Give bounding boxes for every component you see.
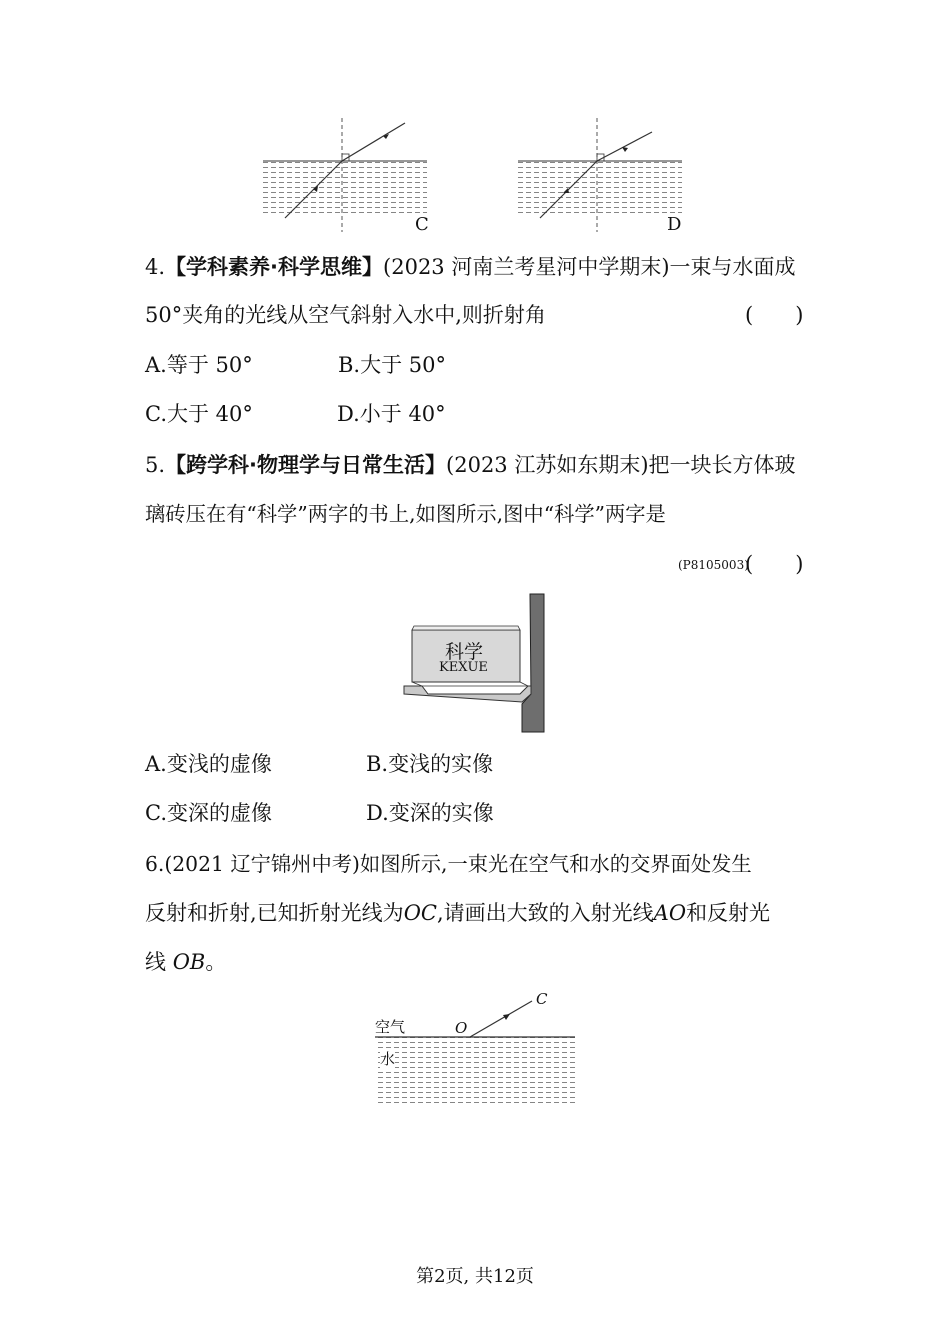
q5-option-c: C.变深的虚像 — [145, 801, 272, 825]
q6-ob: OB — [172, 950, 206, 974]
q5-option-a: A.变浅的虚像 — [145, 752, 272, 776]
q6-ao: AO — [653, 901, 687, 925]
q4-option-c: C.大于 40° — [145, 402, 253, 426]
q4-option-b: B.大于 50° — [338, 353, 447, 377]
q6-line3b: 。 — [205, 950, 227, 974]
q4-line1 — [145, 253, 796, 281]
figure-c — [255, 110, 435, 240]
q6-oc: OC — [403, 901, 437, 925]
air-water-figure — [370, 985, 580, 1110]
q5-line1 — [145, 451, 796, 479]
q4-answer-paren: ( ) — [745, 303, 804, 327]
q6-line3a: 线 — [145, 950, 173, 974]
q6-line2a: 反射和折射,已知折射光线为 — [145, 901, 404, 925]
q4-option-a: A.等于 50° — [145, 353, 253, 377]
q5-code: (P8105003) — [678, 558, 749, 572]
q6-line2c: 和反射光 — [686, 901, 771, 925]
label-d: D — [667, 214, 682, 235]
q6-line2b: ,请画出大致的入射光线 — [436, 901, 654, 925]
air-water-diagram — [370, 985, 580, 1110]
q5-option-b: B.变浅的实像 — [366, 752, 494, 776]
q5-option-d: D.变深的实像 — [366, 801, 494, 825]
q6-line2 — [145, 899, 770, 927]
label-water: 水 — [380, 1050, 396, 1068]
q5-answer-paren: ( ) — [745, 552, 804, 576]
q5-tag: 【跨学科·物理学与日常生活】 — [165, 453, 447, 477]
q6-line1: 6.(2021 辽宁锦州中考)如图所示,一束光在空气和水的交界面处发生 — [145, 852, 752, 876]
glass-word-en: KEXUE — [439, 660, 488, 675]
page-footer: 第2页, 共12页 — [416, 1266, 534, 1287]
glass-word-cn: 科学 — [445, 641, 484, 663]
q4-option-d: D.小于 40° — [337, 402, 446, 426]
label-point-o: O — [455, 1019, 468, 1037]
label-point-c: C — [536, 990, 548, 1008]
q6-line3 — [145, 948, 226, 976]
q4-number: 4. — [145, 255, 166, 279]
q5-source: (2023 江苏如东期末) — [446, 453, 649, 477]
q5-line2: 璃砖压在有“科学”两字的书上,如图所示,图中“科学”两字是 — [145, 502, 666, 526]
q4-source: (2023 河南兰考星河中学期末) — [383, 255, 670, 279]
label-air: 空气 — [375, 1018, 406, 1036]
q4-tag: 【学科素养·科学思维】 — [165, 255, 384, 279]
q5-number: 5. — [145, 453, 166, 477]
figure-c-diagram — [255, 110, 435, 240]
figure-d — [510, 110, 690, 240]
q4-line1-rest: 一束与水面成 — [669, 255, 796, 279]
figure-d-diagram — [510, 110, 690, 240]
label-c: C — [415, 214, 429, 235]
q4-line2: 50°夹角的光线从空气斜射入水中,则折射角 — [145, 303, 546, 327]
q5-line1-rest: 把一块长方体玻 — [648, 453, 796, 477]
glass-book-figure — [400, 590, 550, 740]
